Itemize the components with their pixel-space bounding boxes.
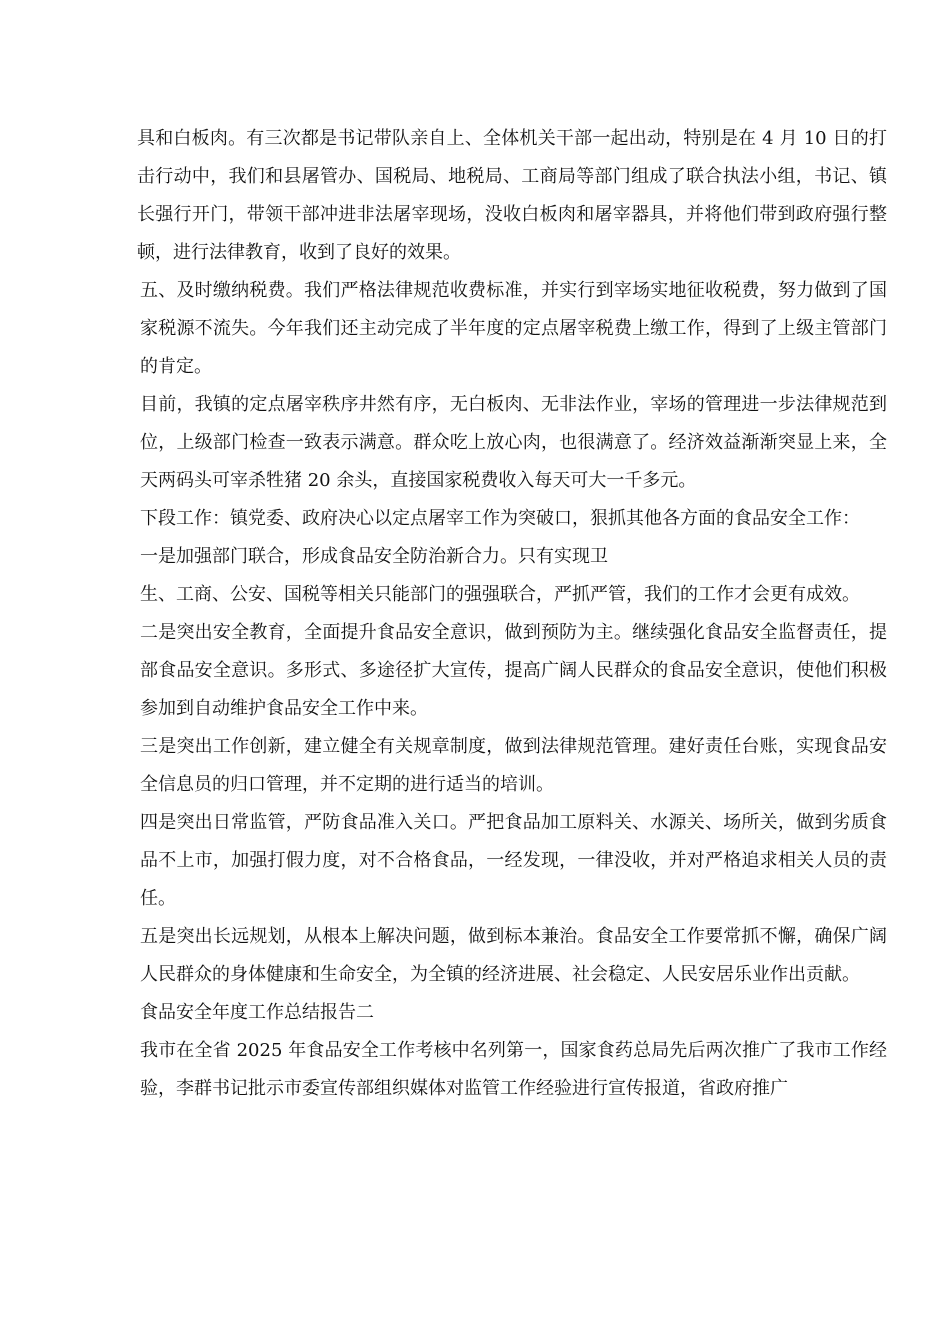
paragraph-point-one-cont: 生、工商、公安、国税等相关只能部门的强强联合，严抓严管，我们的工作才会更有成效。 bbox=[140, 584, 860, 605]
paragraph-point-four: 四是突出日常监管，严防食品准入关口。严把食品加工原料关、水源关、场所关，做到劣质食品不上市，加强打假力度，对不合格食品，一经发现，一律没收，并对严格追求相关人员的责任。 bbox=[140, 812, 887, 909]
section-heading-report-two: 食品安全年度工作总结报告二 bbox=[140, 1002, 374, 1023]
paragraph-point-two: 二是突出安全教育，全面提升食品安全意识，做到预防为主。继续强化食品安全监督责任，提部食品安全意识。多形式、多途径扩大宣传，提高广阔人民群众的食品安全意识，使他们积极参加到自动维护食品安全工作中来。 bbox=[140, 622, 887, 719]
document-body bbox=[137, 120, 887, 1108]
paragraph-next-work: 下段工作：镇党委、政府决心以定点屠宰工作为突破口，狠抓其他各方面的食品安全工作： bbox=[140, 508, 860, 529]
paragraph-slaughter-crackdown: 具和白板肉。有三次都是书记带队亲自上、全体机关干部一起出动，特别是在 4 月 10 日的打击行动中，我们和县屠管办、国税局、地税局、工商局等部门组成了联合执法小组，书记、镇长强行开门，带领干部冲进非法屠宰现场，没收白板肉和屠宰器具，并将他们带到政府强行整顿，进行法律教育，收到了良好的效果。 bbox=[137, 128, 887, 263]
paragraph-point-five: 五是突出长远规划，从根本上解决问题，做到标本兼治。食品安全工作要常抓不懈，确保广阔人民群众的身体健康和生命安全，为全镇的经济进展、社会稳定、人民安居乐业作出贡献。 bbox=[140, 926, 887, 985]
paragraph-tax-payment: 五、及时缴纳税费。我们严格法律规范收费标准，并实行到宰场实地征收税费，努力做到了国家税源不流失。今年我们还主动完成了半年度的定点屠宰税费上缴工作，得到了上级主管部门的肯定。 bbox=[140, 280, 887, 377]
paragraph-current-status: 目前，我镇的定点屠宰秩序井然有序，无白板肉、无非法作业，宰场的管理进一步法律规范到位，上级部门检查一致表示满意。群众吃上放心肉，也很满意了。经济效益渐渐突显上来，全天两码头可宰杀牲猪 20 余头，直接国家税费收入每天可大一千多元。 bbox=[140, 394, 887, 491]
paragraph-point-three: 三是突出工作创新，建立健全有关规章制度，做到法律规范管理。建好责任台账，实现食品安全信息员的归口管理，并不定期的进行适当的培训。 bbox=[140, 736, 887, 795]
paragraph-report-two-intro: 我市在全省 2025 年食品安全工作考核中名列第一，国家食药总局先后两次推广了我市工作经验，李群书记批示市委宣传部组织媒体对监管工作经验进行宣传报道，省政府推广 bbox=[140, 1040, 887, 1099]
paragraph-point-one-start: 一是加强部门联合，形成食品安全防治新合力。只有实现卫 bbox=[140, 546, 608, 567]
